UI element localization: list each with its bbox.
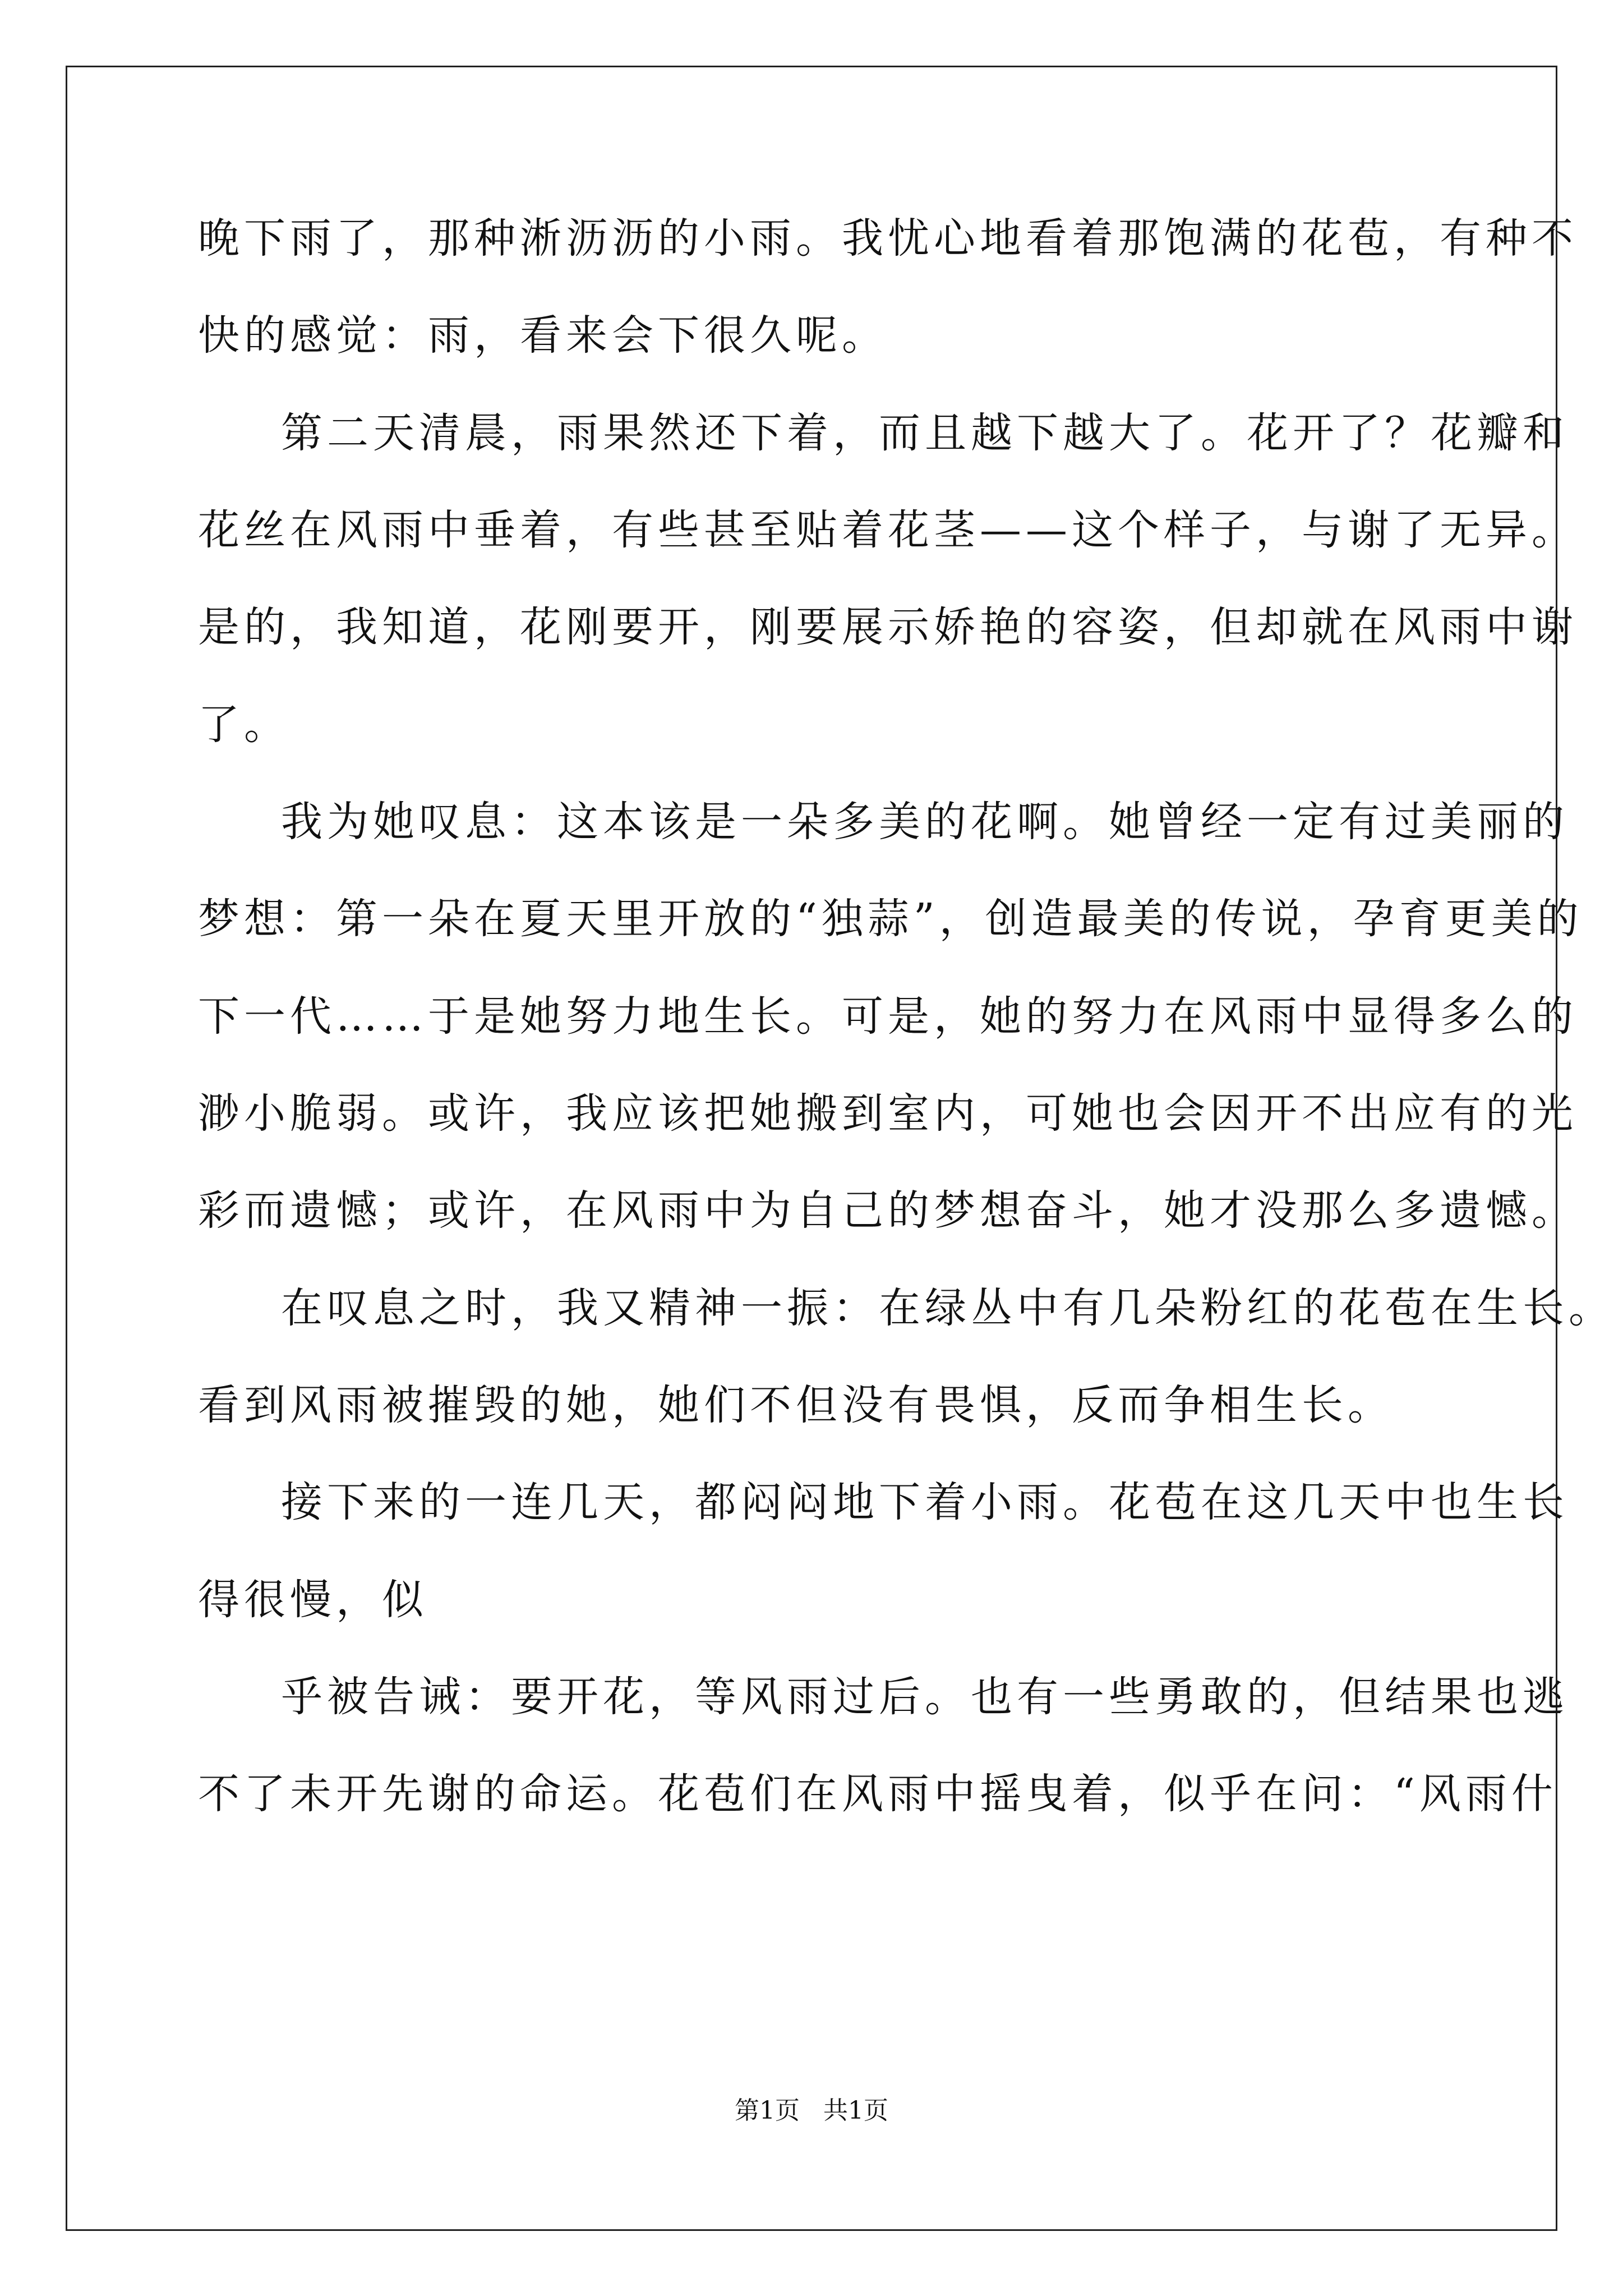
text-line: 花丝在风雨中垂着，有些甚至贴着花茎——这个样子，与谢了无异。 [198,506,1578,554]
paragraph-start-line: 在叹息之时，我又精神一振：在绿丛中有几朵粉红的花苞在生长。 [281,1284,1615,1332]
text-line: 梦想：第一朵在夏天里开放的“独蒜”，创造最美的传说，孕育更美的 [198,895,1583,943]
text-line: 不了未开先谢的命运。花苞们在风雨中摇曳着，似乎在问：“风雨什 [198,1770,1557,1818]
text-line: 渺小脆弱。或许，我应该把她搬到室内，可她也会因开不出应有的光 [198,1089,1578,1138]
paragraph-start-line: 乎被告诫：要开花，等风雨过后。也有一些勇敢的，但结果也逃 [281,1673,1569,1721]
paragraph-start-line: 第二天清晨，雨果然还下着，而且越下越大了。花开了？花瓣和 [281,409,1569,457]
paragraph-start-line: 我为她叹息：这本该是一朵多美的花啊。她曾经一定有过美丽的 [281,798,1569,846]
paragraph-start-line: 接下来的一连几天，都闷闷地下着小雨。花苞在这几天中也生长 [281,1478,1569,1526]
text-line: 快的感觉：雨，看来会下很久呢。 [198,311,888,360]
text-line: 看到风雨被摧毁的她，她们不但没有畏惧，反而争相生长。 [198,1381,1394,1429]
text-line: 晚下雨了，那种淅沥沥的小雨。我忧心地看着那饱满的花苞，有种不 [198,214,1578,263]
text-line: 了。 [198,701,290,749]
text-line: 得很慢，似 [198,1576,428,1624]
text-line: 下一代……于是她努力地生长。可是，她的努力在风雨中显得多么的 [198,992,1578,1041]
page-border [66,66,1557,2231]
text-line: 是的，我知道，花刚要开，刚要展示娇艳的容姿，但却就在风雨中谢 [198,603,1578,651]
page-footer: 第1页 共1页 [735,2096,888,2125]
text-line: 彩而遗憾；或许，在风雨中为自己的梦想奋斗，她才没那么多遗憾。 [198,1186,1578,1235]
